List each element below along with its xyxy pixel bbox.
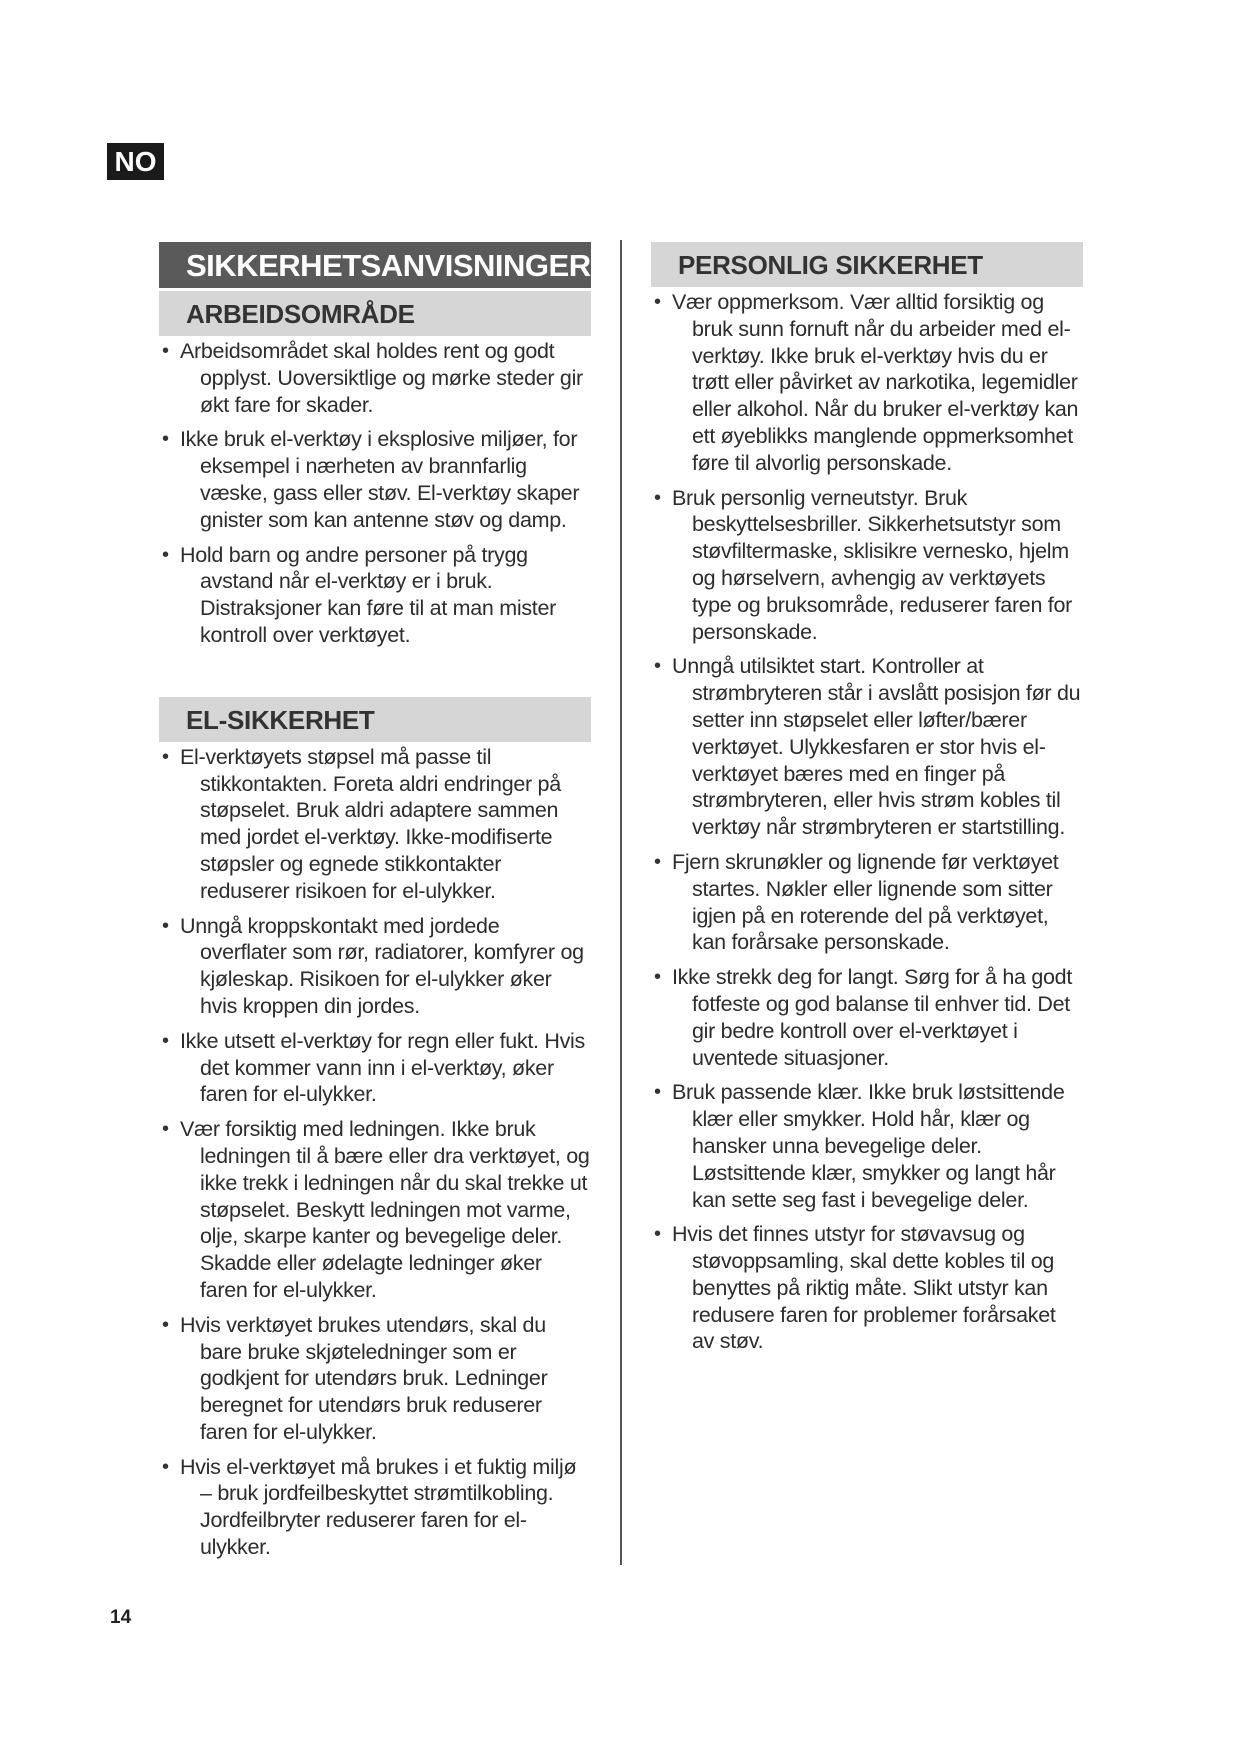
language-badge: NO [107, 143, 164, 180]
list-item: • El-verktøyets støpsel må passe til stikkontakten. Foreta aldri endringer på støpselet. Bruk aldri adaptere sammen med jordet el-verktøy. Ikke-modifiserte støpsler og egnede stikkontakter reduserer risikoen for el-ulykker. [159, 744, 591, 905]
section-title-arbeidsomrade: ARBEIDSOMRÅDE [159, 291, 591, 336]
section-title-el-sikkerhet: EL-SIKKERHET [159, 697, 591, 742]
list-item: • Arbeidsområdet skal holdes rent og godt opplyst. Uoversiktlige og mørke steder gir økt fare for skader. [159, 338, 591, 418]
right-column [651, 242, 1083, 1363]
list-item: • Unngå utilsiktet start. Kontroller at strømbryteren står i avslått posisjon før du setter inn støpselet eller løfter/bærer verktøyet. Ulykkesfaren er stor hvis el-verktøyet bæres med en finger på strømbryteren, eller hvis strøm kobles til verktøy når strømbryteren er startstilling. [651, 653, 1083, 841]
list-item: • Bruk personlig verneutstyr. Bruk beskyttelsesbriller. Sikkerhetsutstyr som støvfiltermaske, sklisikre vernesko, hjelm og hørselvern, avhengig av verktøyets type og bruksområde, reduserer faren for personskade. [651, 485, 1083, 646]
list-el-sikkerhet [159, 744, 591, 1561]
list-item: • Bruk passende klær. Ikke bruk løstsittende klær eller smykker. Hold hår, klær og hansker unna bevegelige deler. Løstsittende klær, smykker og langt hår kan sette seg fast i bevegelige deler. [651, 1079, 1083, 1213]
main-title: SIKKERHETSANVISNINGER [159, 242, 591, 288]
list-arbeidsomrade [159, 338, 591, 649]
list-item: • Hold barn og andre personer på trygg avstand når el-verktøy er i bruk. Distraksjoner kan føre til at man mister kontroll over verktøyet. [159, 542, 591, 649]
page-number: 14 [110, 1607, 132, 1628]
left-column [159, 242, 591, 1569]
list-item: • Vær oppmerksom. Vær alltid forsiktig og bruk sunn fornuft når du arbeider med el-verktøy. Ikke bruk el-verktøy hvis du er trøtt eller påvirket av narkotika, legemidler eller alkohol. Når du bruker el-verktøy kan ett øyeblikks manglende oppmerksomhet føre til alvorlig personskade. [651, 289, 1083, 477]
list-item: • Ikke utsett el-verktøy for regn eller fukt. Hvis det kommer vann inn i el-verktøy, øker faren for el-ulykker. [159, 1028, 591, 1108]
column-divider [620, 240, 622, 1565]
list-item: • Hvis el-verktøyet må brukes i et fuktig miljø – bruk jordfeilbeskyttet strømtilkobling. Jordfeilbryter reduserer faren for el-ulykker. [159, 1454, 591, 1561]
list-item: • Unngå kroppskontakt med jordede overflater som rør, radiatorer, komfyrer og kjøleskap. Risikoen for el-ulykker øker hvis kroppen din jordes. [159, 913, 591, 1020]
list-item: • Vær forsiktig med ledningen. Ikke bruk ledningen til å bære eller dra verktøyet, og ikke trekk i ledningen når du skal trekke ut støpselet. Beskytt ledningen mot varme, olje, skarpe kanter og bevegelige deler. Skadde eller ødelagte ledninger øker faren for el-ulykker. [159, 1116, 591, 1304]
list-item: • Ikke strekk deg for langt. Sørg for å ha godt fotfeste og god balanse til enhver tid. Det gir bedre kontroll over el-verktøyet i uventede situasjoner. [651, 964, 1083, 1071]
list-item: • Hvis det finnes utstyr for støvavsug og støvoppsamling, skal dette kobles til og benyttes på riktig måte. Slikt utstyr kan redusere faren for problemer forårsaket av støv. [651, 1221, 1083, 1355]
list-personlig-sikkerhet [651, 289, 1083, 1355]
section-title-personlig-sikkerhet: PERSONLIG SIKKERHET [651, 242, 1083, 287]
list-item: • Hvis verktøyet brukes utendørs, skal du bare bruke skjøteledninger som er godkjent for utendørs bruk. Ledninger beregnet for utendørs bruk reduserer faren for el-ulykker. [159, 1312, 591, 1446]
list-item: • Fjern skrunøkler og lignende før verktøyet startes. Nøkler eller lignende som sitter igjen på en roterende del på verktøyet, kan forårsake personskade. [651, 849, 1083, 956]
list-item: • Ikke bruk el-verktøy i eksplosive miljøer, for eksempel i nærheten av brannfarlig væske, gass eller støv. El-verktøy skaper gnister som kan antenne støv og damp. [159, 426, 591, 533]
